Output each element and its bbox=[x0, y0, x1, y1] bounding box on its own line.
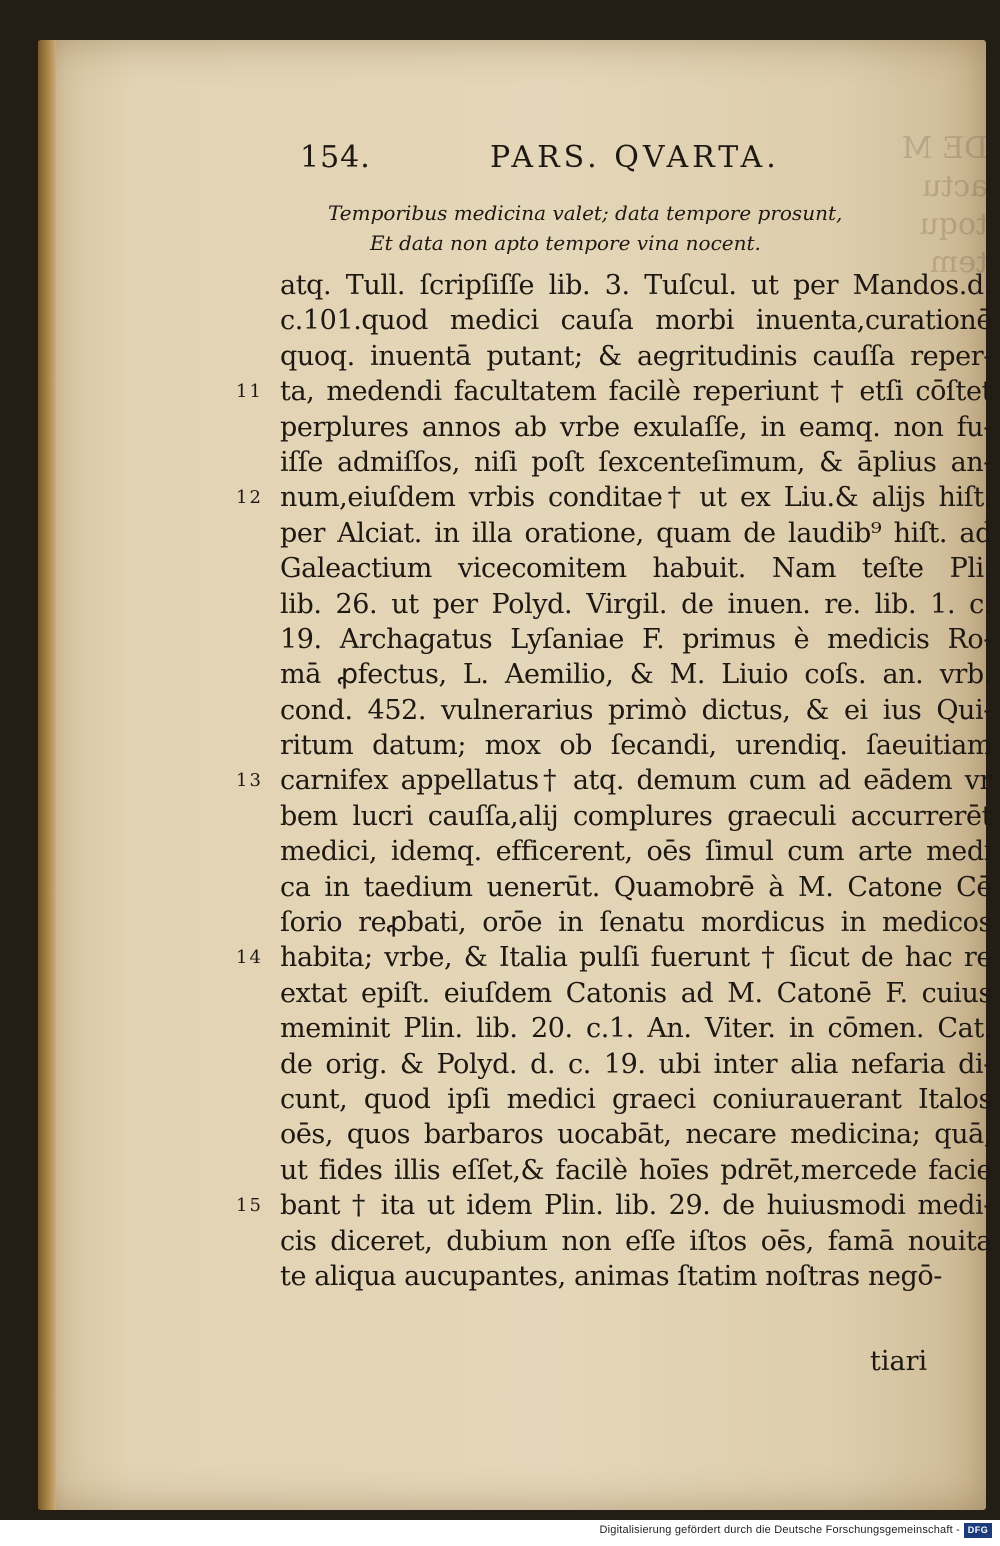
page-number: 154. bbox=[300, 140, 371, 175]
text-line bbox=[38, 834, 992, 869]
text-line bbox=[38, 587, 992, 622]
epigraph-line: Temporibus medicina valet; data tempore prosunt, bbox=[328, 201, 843, 225]
line-text: atq. Tull. ſcripſiſſe lib. 3. Tuſcul. ut per Mandos.d. bbox=[280, 270, 992, 301]
margin-note-number: 12 bbox=[236, 487, 263, 509]
margin-note-number: 13 bbox=[236, 770, 263, 792]
text-line bbox=[38, 1047, 992, 1082]
text-line bbox=[38, 1224, 992, 1259]
text-line bbox=[38, 1117, 992, 1152]
catchword: tiari bbox=[870, 1346, 928, 1377]
line-text: bant † ita ut idem Plin. lib. 29. de huiusmodi medi- bbox=[280, 1190, 992, 1222]
text-line bbox=[38, 374, 992, 409]
text-line bbox=[38, 1259, 986, 1294]
show-through-text: DE M actu toqu tem bbox=[901, 131, 988, 280]
margin-note-number: 14 bbox=[236, 947, 263, 969]
footer-bar bbox=[0, 1520, 1000, 1546]
text-line bbox=[38, 303, 992, 338]
text-line bbox=[38, 693, 992, 728]
line-text: de orig. & Polyd. d. c. 19. ubi inter alia nefaria di- bbox=[280, 1048, 992, 1080]
line-text: extat epiſt. eiuſdem Catonis ad M. Catonē F. cuius bbox=[280, 977, 992, 1009]
text-line bbox=[38, 870, 992, 905]
text-line bbox=[38, 445, 992, 480]
running-head bbox=[300, 140, 800, 180]
line-text: bem lucri cauſſa,alij complures graeculi accurrerēt bbox=[280, 800, 992, 832]
text-line bbox=[38, 480, 992, 515]
line-text: iſſe admiſſos, niſi poſt ſexcenteſimum, & āplius an- bbox=[280, 446, 992, 478]
line-text: Galeactium vicecomitem habuit. Nam teſte Pli. bbox=[280, 553, 992, 585]
epigraph-line: Et data non apto tempore vina nocent. bbox=[370, 231, 761, 255]
book-page bbox=[38, 40, 992, 1510]
text-line bbox=[38, 622, 992, 657]
line-text: ta, medendi facultatem facilè reperiunt † etſi cōſtet bbox=[280, 376, 992, 408]
text-line bbox=[38, 339, 992, 374]
line-text: ſorio reꝓbati, orōe in ſenatu mordicus in medicos bbox=[280, 907, 992, 939]
line-text: carnifex appellatus† atq. demum cum ad eādem vr bbox=[280, 765, 992, 797]
text-line bbox=[38, 657, 992, 692]
text-line bbox=[38, 1153, 992, 1188]
line-text: ca in taedium uenerūt. Quamobrē à M. Catone Cē bbox=[280, 871, 992, 903]
text-line bbox=[38, 1082, 992, 1117]
line-text: habita; vrbe, & Italia pulſi fuerunt † ſicut de hac re bbox=[280, 942, 992, 974]
text-line bbox=[38, 940, 992, 975]
text-line bbox=[38, 905, 992, 940]
line-text: per Alciat. in illa oratione, quam de laudib⁹ hiſt. ad bbox=[280, 517, 992, 549]
text-line bbox=[38, 551, 992, 586]
line-text: ritum datum; mox ob ſecandi, urendiq. ſaeuitiam bbox=[280, 730, 992, 762]
text-line bbox=[38, 1188, 992, 1223]
line-text: ut fides illis eſſet,& facilè hoīes pdrēt,mercede facie bbox=[280, 1154, 992, 1186]
line-text: 19. Archagatus Lyſaniae F. primus è medicis Ro- bbox=[280, 623, 992, 655]
text-line bbox=[38, 268, 992, 303]
text-line bbox=[38, 799, 992, 834]
line-text: c.101.quod medici cauſa morbi inuenta,curationē bbox=[280, 305, 992, 337]
text-line bbox=[38, 1011, 992, 1046]
running-title: PARS. QVARTA. bbox=[490, 140, 780, 175]
text-line bbox=[38, 763, 992, 798]
text-line bbox=[38, 516, 992, 551]
text-line bbox=[38, 976, 992, 1011]
body-text bbox=[38, 268, 992, 1294]
line-text: mā ꝓfectus, L. Aemilio, & M. Liuio coſs. an. vrb. bbox=[280, 659, 992, 691]
text-line bbox=[38, 410, 992, 445]
funding-credit: Digitalisierung gefördert durch die Deutsche Forschungsgemeinschaft - bbox=[599, 1524, 960, 1536]
line-text: quoq. inuentā putant; & aegritudinis cauſſa reper- bbox=[280, 340, 992, 372]
margin-note-number: 15 bbox=[236, 1195, 263, 1217]
line-text: cis diceret, dubium non eſſe iſtos oēs, famā nouita bbox=[280, 1225, 992, 1257]
line-text: meminit Plin. lib. 20. c.1. An. Viter. in cōmen. Cat. bbox=[280, 1013, 992, 1045]
text-line bbox=[38, 728, 992, 763]
dfg-logo: DFG bbox=[964, 1523, 992, 1538]
line-text: cond. 452. vulnerarius primò dictus, & ei ius Qui- bbox=[280, 694, 992, 726]
line-text: cunt, quod ipſi medici graeci coniurauerant Italos bbox=[280, 1083, 992, 1115]
line-text: num,eiuſdem vrbis conditae† ut ex Liu.& alijs hiſt. bbox=[280, 482, 992, 514]
line-text: medici, idemq. efficerent, oēs ſimul cum arte medi bbox=[280, 836, 992, 868]
epigraph bbox=[328, 198, 888, 258]
line-text: perplures annos ab vrbe exulaſſe, in eamq. non fu- bbox=[280, 411, 992, 443]
line-text: te aliqua aucupantes, animas ſtatim noſtras negō- bbox=[280, 1260, 942, 1292]
line-text: lib. 26. ut per Polyd. Virgil. de inuen. re. lib. 1. c. bbox=[280, 588, 992, 620]
margin-note-number: 11 bbox=[236, 381, 263, 403]
line-text: oēs, quos barbaros uocabāt, necare medicina; quā, bbox=[280, 1119, 992, 1151]
